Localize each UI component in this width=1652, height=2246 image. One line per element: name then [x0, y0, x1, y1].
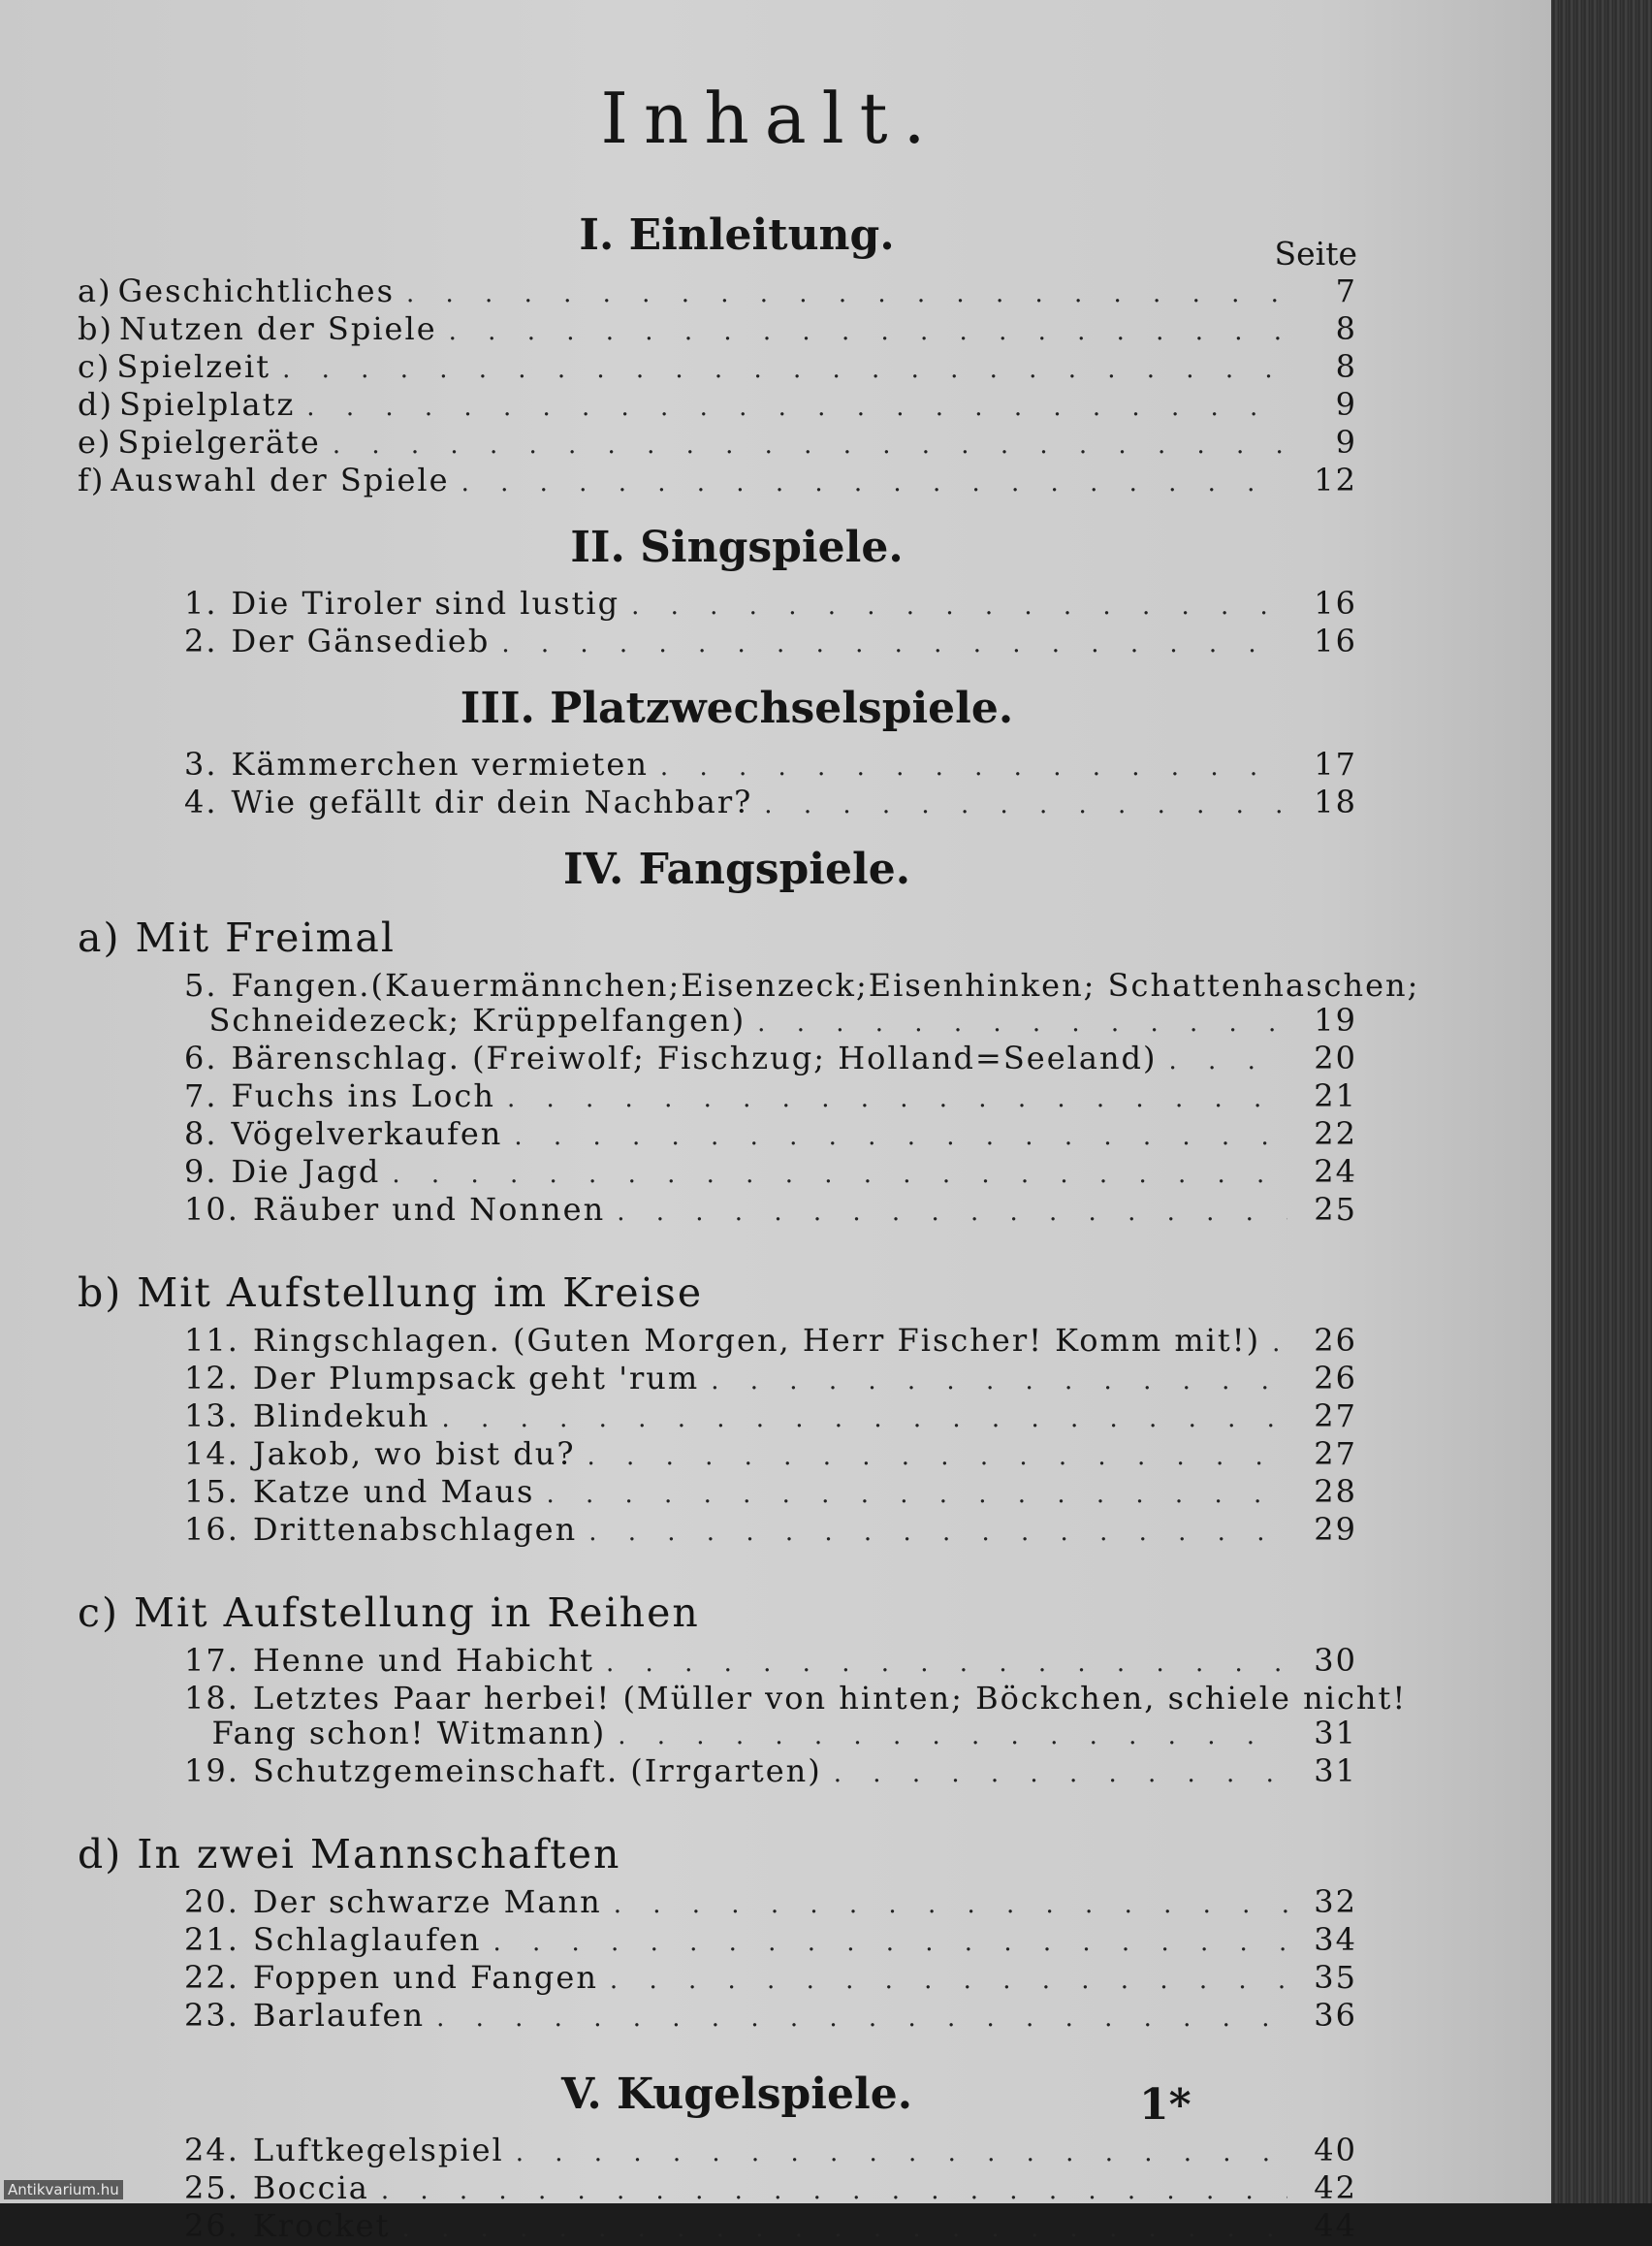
- entry-title: Der Plumpsack geht 'rum: [252, 1360, 700, 1396]
- entry-title: Luftkegelspiel: [252, 2132, 504, 2168]
- entry-title: Henne und Habicht: [252, 1642, 595, 1679]
- toc-entry: [78, 2208, 1367, 2246]
- entry-number: 11.: [184, 1322, 239, 1359]
- toc-entry: [78, 349, 1367, 387]
- entry-title: Räuber und Nonnen: [252, 1191, 606, 1228]
- toc-entry-continuation: [78, 1716, 1367, 1753]
- entry-number: 23.: [184, 1997, 239, 2034]
- toc-entry-continuation: [78, 1003, 1367, 1041]
- entry-number: 17.: [184, 1642, 239, 1679]
- entry-title: Letztes Paar herbei! (Müller von hinten; Böckchen, schiele nicht!: [252, 1680, 1408, 1717]
- toc-entry: [78, 1116, 1367, 1154]
- entry-page: 32: [1314, 1883, 1357, 1920]
- entry-page: 8: [1335, 310, 1357, 347]
- dot-leader: [610, 1963, 1287, 1998]
- entry-number: 21.: [184, 1921, 239, 1958]
- entry-number: 26.: [184, 2207, 239, 2244]
- dot-leader: [764, 787, 1287, 822]
- entry-number: d): [78, 386, 113, 423]
- entry-title: Foppen und Fangen: [252, 1959, 598, 1996]
- table-of-contents: [78, 78, 1420, 2246]
- group-title: b) Mit Aufstellung im Kreise: [78, 1269, 704, 1316]
- toc-entry: [78, 1154, 1367, 1192]
- entry-page: 30: [1314, 1642, 1357, 1679]
- dot-leader: [1169, 1043, 1287, 1078]
- toc-entry: [78, 2133, 1367, 2170]
- dot-leader: [436, 2001, 1287, 2036]
- dot-leader: [606, 1646, 1287, 1681]
- entry-title: Ringschlagen. (Guten Morgen, Herr Fischer! Komm mit!): [252, 1322, 1261, 1359]
- entry-page: 20: [1314, 1040, 1357, 1076]
- section-title: III. Platzwechselspiele.: [460, 684, 1014, 733]
- dot-leader: [834, 1756, 1287, 1791]
- entry-number: 10.: [184, 1191, 239, 1228]
- toc-entry: [78, 1436, 1367, 1474]
- toc-entry: [78, 1512, 1367, 1550]
- toc-entry: [78, 425, 1367, 463]
- entry-title: Spielplatz: [118, 386, 296, 423]
- toc-entry: [78, 747, 1367, 785]
- toc-entry: [78, 1680, 1408, 1717]
- entry-number: 6.: [184, 1040, 218, 1076]
- toc-entry: [78, 1323, 1367, 1361]
- entry-title: Die Jagd: [231, 1153, 381, 1190]
- dot-leader: [514, 1119, 1287, 1154]
- entry-page: 36: [1314, 1997, 1357, 2034]
- toc-entry: [78, 1041, 1367, 1078]
- entry-title: Nutzen der Spiele: [118, 310, 437, 347]
- dot-leader: [401, 2211, 1287, 2246]
- dot-leader: [546, 1477, 1287, 1512]
- entry-number: 14.: [184, 1435, 239, 1472]
- dot-leader: [501, 626, 1287, 661]
- entry-title: Fangen.(Kauermännchen;Eisenzeck;Eisenhinken; Schattenhaschen;: [231, 967, 1420, 1004]
- toc-entry: [78, 311, 1367, 349]
- entry-title: Der Gänsedieb: [231, 623, 491, 659]
- entry-title: Blindekuh: [252, 1397, 430, 1434]
- entry-number: 4.: [184, 784, 218, 820]
- dot-leader: [711, 1364, 1287, 1398]
- entry-title: Wie gefällt dir dein Nachbar?: [231, 784, 753, 820]
- entry-title: Katze und Maus: [252, 1473, 535, 1510]
- group-title: d) In zwei Mannschaften: [78, 1831, 621, 1877]
- entry-page: 16: [1314, 585, 1357, 622]
- entry-title: Barlaufen: [252, 1997, 426, 2034]
- entry-number: 25.: [184, 2169, 239, 2206]
- entry-title: Der schwarze Mann: [252, 1883, 602, 1920]
- section-title: V. Kugelspiele.: [560, 2070, 913, 2119]
- dot-leader: [392, 1157, 1287, 1192]
- signature-mark: 1*: [1139, 2080, 1191, 2130]
- dot-leader: [406, 276, 1287, 311]
- entry-number: c): [78, 348, 111, 385]
- book-binding: [1551, 0, 1652, 2203]
- seite-label: Seite: [1274, 235, 1357, 273]
- entry-number: 8.: [184, 1115, 218, 1152]
- entry-number: 18.: [184, 1680, 239, 1717]
- entry-page: 8: [1335, 348, 1357, 385]
- entry-number: b): [78, 310, 113, 347]
- entry-title: Schlaglaufen: [252, 1921, 482, 1958]
- group-title: c) Mit Aufstellung in Reihen: [78, 1589, 700, 1636]
- entry-page: 26: [1314, 1360, 1357, 1396]
- entry-title: Boccia: [252, 2169, 369, 2206]
- dot-leader: [617, 1195, 1287, 1230]
- entry-page: 9: [1335, 386, 1357, 423]
- entry-page: 16: [1314, 623, 1357, 659]
- entry-number: e): [78, 424, 112, 461]
- entry-page: 35: [1314, 1959, 1357, 1996]
- entry-title: Geschichtliches: [117, 273, 395, 309]
- entry-title-continued: Schneidezeck; Krüppelfangen): [208, 1002, 747, 1039]
- entry-title: Fuchs ins Loch: [231, 1077, 495, 1114]
- entry-page: 7: [1335, 273, 1357, 309]
- entry-number: 7.: [184, 1077, 218, 1114]
- entry-title: Spielzeit: [116, 348, 271, 385]
- section-title: I. Einleitung.: [579, 210, 895, 260]
- entry-number: 9.: [184, 1153, 218, 1190]
- watermark: Antikvarium.hu: [4, 2180, 123, 2199]
- dot-leader: [306, 390, 1287, 425]
- entry-number: 19.: [184, 1752, 239, 1789]
- entry-number: 22.: [184, 1959, 239, 1996]
- entry-number: f): [78, 462, 106, 498]
- toc-entry: [78, 387, 1367, 425]
- toc-entry: [78, 1884, 1367, 1922]
- toc-entry: [78, 1922, 1367, 1960]
- dot-leader: [614, 1887, 1287, 1922]
- entry-title: Spielgeräte: [117, 424, 321, 461]
- section-title: II. Singspiele.: [570, 523, 904, 572]
- entry-page: 25: [1314, 1191, 1357, 1228]
- toc-entry: [78, 2170, 1367, 2208]
- entry-page: 34: [1314, 1921, 1357, 1958]
- entry-title-continued: Fang schon! Witmann): [211, 1715, 607, 1751]
- entry-page: 18: [1314, 784, 1357, 820]
- section-title: IV. Fangspiele.: [562, 845, 911, 894]
- dot-leader: [588, 1439, 1287, 1474]
- toc-entry: [78, 1192, 1367, 1230]
- toc-entry: [78, 1398, 1367, 1436]
- toc-entry: [78, 1960, 1367, 1998]
- toc-entry: [78, 785, 1367, 822]
- entry-title: Schutzgemeinschaft. (Irrgarten): [252, 1752, 822, 1789]
- dot-leader: [516, 2135, 1287, 2170]
- entry-number: 3.: [184, 746, 218, 783]
- toc-entry: [78, 273, 1367, 311]
- entry-page: 17: [1314, 746, 1357, 783]
- entry-title: Die Tiroler sind lustig: [231, 585, 620, 622]
- entry-number: 20.: [184, 1883, 239, 1920]
- dot-leader: [449, 314, 1287, 349]
- entry-page: 28: [1314, 1473, 1357, 1510]
- entry-page: 21: [1314, 1077, 1357, 1114]
- entry-number: 15.: [184, 1473, 239, 1510]
- toc-entry: [78, 967, 1420, 1004]
- entry-title: Drittenabschlagen: [252, 1511, 578, 1548]
- dot-leader: [618, 1718, 1287, 1753]
- toc-entry: [78, 1753, 1367, 1791]
- entry-number: 13.: [184, 1397, 239, 1434]
- entry-page: 26: [1314, 1322, 1357, 1359]
- entry-page: 42: [1314, 2169, 1357, 2206]
- entry-title: Auswahl der Spiele: [111, 462, 450, 498]
- section-heading-platzwechselspiele: [78, 671, 1367, 747]
- toc-entry: [78, 463, 1367, 500]
- dot-leader: [588, 1515, 1287, 1550]
- dot-leader: [631, 589, 1287, 624]
- entry-title: Vögelverkaufen: [231, 1115, 503, 1152]
- entry-title: Jakob, wo bist du?: [252, 1435, 576, 1472]
- dot-leader: [660, 750, 1287, 785]
- entry-page: 9: [1335, 424, 1357, 461]
- toc-entry: [78, 1078, 1367, 1116]
- entry-page: 19: [1314, 1002, 1357, 1039]
- entry-page: 22: [1314, 1115, 1357, 1152]
- dot-leader: [333, 428, 1287, 463]
- dot-leader: [461, 465, 1287, 500]
- section-heading-singspiele: [78, 510, 1367, 586]
- entry-title: Krocket: [252, 2207, 391, 2244]
- dot-leader: [492, 1925, 1287, 1960]
- dot-leader: [282, 352, 1287, 387]
- entry-number: 12.: [184, 1360, 239, 1396]
- entry-page: 31: [1314, 1715, 1357, 1751]
- dot-leader: [442, 1401, 1287, 1436]
- entry-number: 1.: [184, 585, 218, 622]
- entry-number: 24.: [184, 2132, 239, 2168]
- entry-title: Kämmerchen vermieten: [231, 746, 649, 783]
- toc-entry: [78, 1474, 1367, 1512]
- entry-number: 2.: [184, 623, 218, 659]
- entry-page: 44: [1314, 2207, 1357, 2244]
- toc-entry: [78, 624, 1367, 661]
- entry-page: 27: [1314, 1397, 1357, 1434]
- group-title: a) Mit Freimal: [78, 914, 396, 961]
- section-heading-fangspiele: [78, 832, 1367, 908]
- entry-number: 5.: [184, 967, 218, 1004]
- section-heading-einleitung: [78, 198, 1367, 273]
- entry-number: 16.: [184, 1511, 239, 1548]
- dot-leader: [1272, 1326, 1287, 1361]
- toc-entry: [78, 1998, 1367, 2036]
- entry-page: 31: [1314, 1752, 1357, 1789]
- entry-page: 27: [1314, 1435, 1357, 1472]
- entry-number: a): [78, 273, 112, 309]
- entry-page: 24: [1314, 1153, 1357, 1190]
- entry-page: 40: [1314, 2132, 1357, 2168]
- toc-entry: [78, 586, 1367, 624]
- entry-title: Bärenschlag. (Freiwolf; Fischzug; Holland=Seeland): [231, 1040, 1158, 1076]
- page-title: Inhalt.: [600, 78, 941, 159]
- entry-page: 12: [1314, 462, 1357, 498]
- entry-page: 29: [1314, 1511, 1357, 1548]
- toc-entry: [78, 1361, 1367, 1398]
- toc-entry: [78, 1643, 1367, 1681]
- dot-leader: [507, 1081, 1287, 1116]
- dot-leader: [757, 1006, 1287, 1041]
